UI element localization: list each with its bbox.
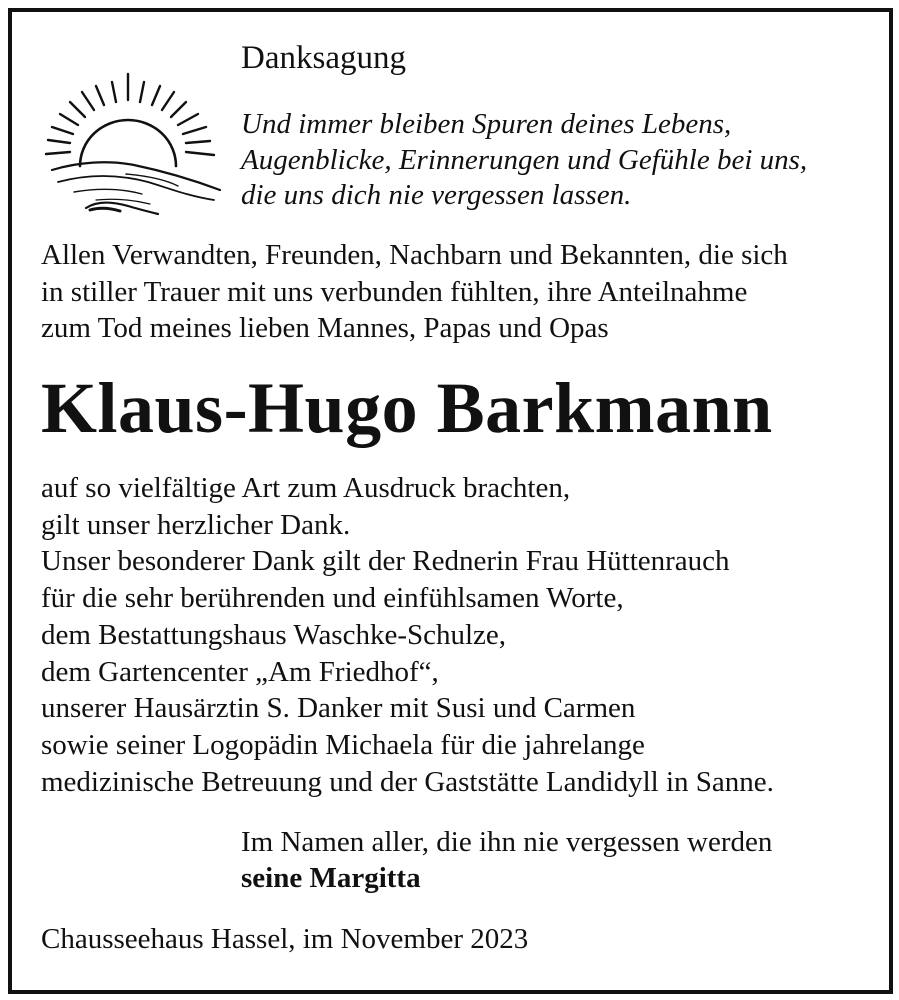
thanks-line: für die sehr berührenden und einfühlsamen Worte, [41, 582, 624, 615]
notice-heading: Danksagung [241, 40, 406, 76]
poem-line: Augenblicke, Erinnerungen und Gefühle bei uns, [241, 143, 808, 176]
thanks-line: unserer Hausärztin S. Danker mit Susi und Carmen [41, 692, 636, 725]
thanks-line: dem Bestattungshaus Waschke-Schulze, [41, 618, 507, 651]
signature-name: seine Margitta [241, 862, 421, 894]
thanks-line: gilt unser herzlicher Dank. [41, 508, 351, 541]
thanks-line: dem Gartencenter „Am Friedhof“, [41, 655, 439, 688]
thanks-paragraph [41, 470, 774, 800]
signature-line: Im Namen aller, die ihn nie vergessen werden [241, 826, 773, 858]
sunrise-over-hills-icon [38, 70, 223, 220]
poem [241, 107, 807, 214]
signature-block [241, 824, 772, 896]
intro-paragraph [41, 237, 788, 347]
intro-line: in stiller Trauer mit uns verbunden fühlten, ihre Anteilnahme [41, 275, 748, 308]
intro-line: zum Tod meines lieben Mannes, Papas und Opas [41, 312, 609, 344]
thanks-line: auf so vielfältige Art zum Ausdruck brachten, [41, 472, 571, 504]
thanks-line: medizinische Betreuung und der Gaststätte Landidyll in Sanne. [41, 765, 774, 798]
poem-line: Und immer bleiben Spuren deines Lebens, [241, 108, 732, 140]
place-and-date: Chausseehaus Hassel, im November 2023 [41, 923, 529, 955]
thanks-line: Unser besonderer Dank gilt der Rednerin Frau Hüttenrauch [41, 545, 730, 578]
deceased-name: Klaus-Hugo Barkmann [41, 368, 773, 448]
thanks-line: sowie seiner Logopädin Michaela für die jahrelange [41, 728, 645, 761]
intro-line: Allen Verwandten, Freunden, Nachbarn und Bekannten, die sich [41, 239, 788, 271]
poem-line: die uns dich nie vergessen lassen. [241, 179, 632, 211]
